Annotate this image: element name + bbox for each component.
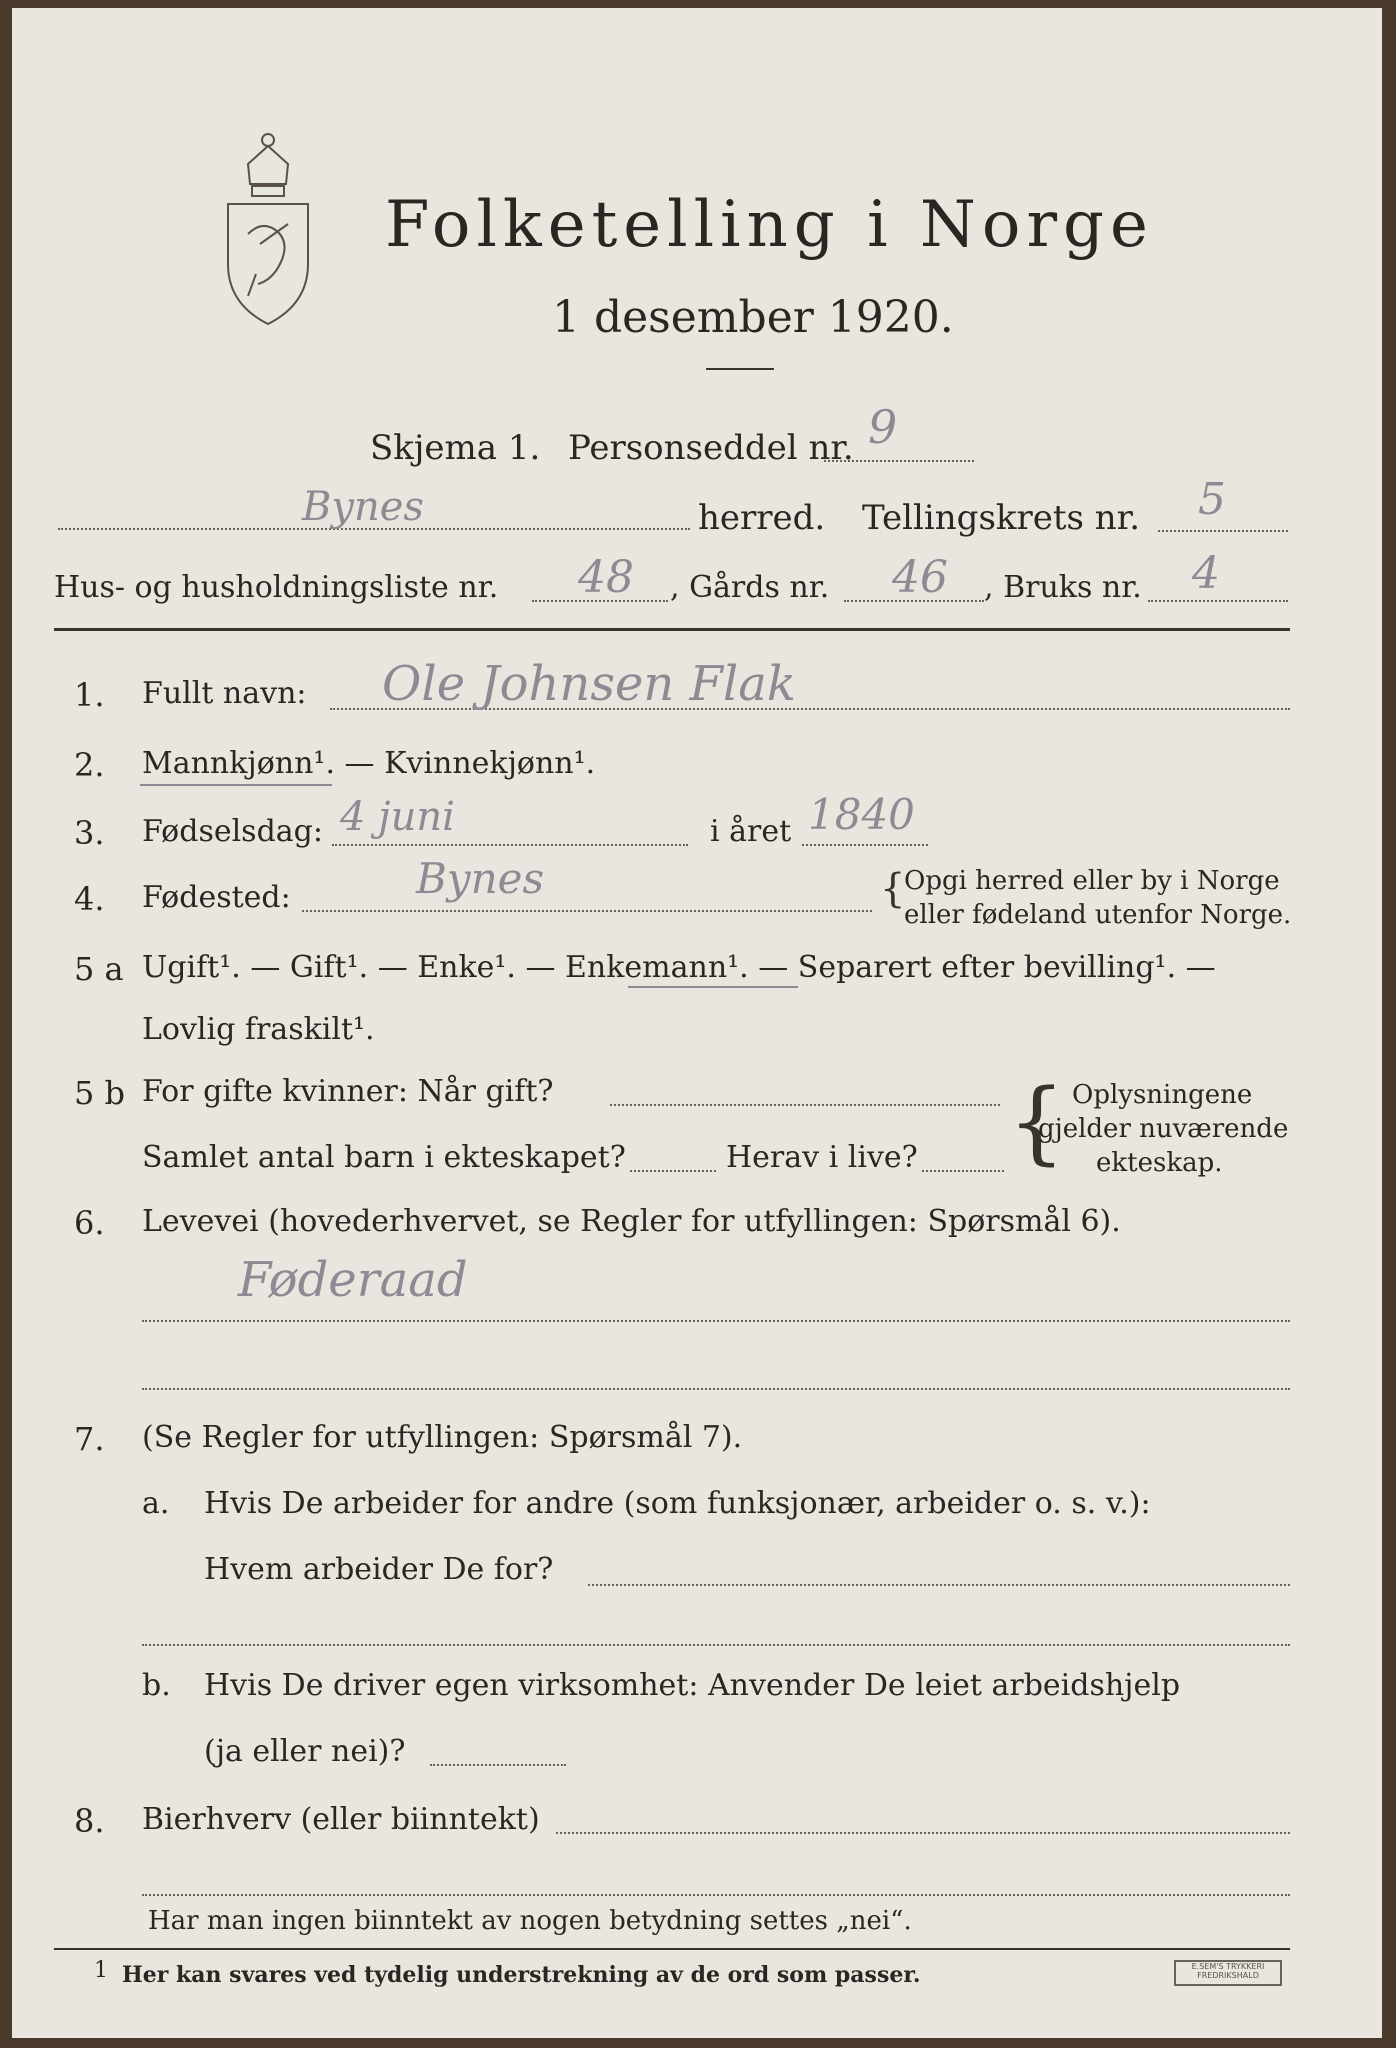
title-divider — [706, 368, 774, 370]
form-title: Folketelling i Norge — [385, 188, 1154, 262]
q4-brace: { — [880, 866, 906, 912]
hus-value: 48 — [578, 552, 634, 603]
q8-label: Bierhverv (eller biinntekt) — [142, 1802, 540, 1837]
q7a-letter: a. — [142, 1486, 170, 1521]
q7a-line-2: Hvem arbeider De for? — [204, 1552, 554, 1587]
q2-number: 2. — [74, 746, 105, 784]
q5b-alive-label: Herav i live? — [726, 1140, 918, 1175]
hus-label: Hus- og husholdningsliste nr. — [54, 570, 499, 605]
q5b-note-1: Oplysningene — [1072, 1080, 1253, 1110]
tellingskrets-value: 5 — [1198, 474, 1226, 525]
q4-line — [302, 910, 872, 912]
footer-note: Har man ingen biinntekt av nogen betydning settes „nei“. — [148, 1906, 912, 1936]
q3-number: 3. — [74, 814, 105, 852]
q7-number: 7. — [74, 1420, 105, 1458]
bruks-line — [1148, 600, 1288, 602]
herred-label: herred. — [698, 498, 826, 538]
q2-underline-mark — [140, 784, 332, 786]
personseddel-line — [824, 460, 974, 462]
q3-day-value: 4 juni — [340, 794, 455, 840]
header-rule — [54, 628, 1290, 631]
q7a-line — [588, 1584, 1290, 1586]
tellingskrets-label: Tellingskrets nr. — [862, 498, 1141, 538]
tellingskrets-line — [1158, 530, 1288, 532]
q7b-line-1: Hvis De driver egen virksomhet: Anvender De leiet arbeidshjelp — [204, 1668, 1181, 1703]
q5a-underline-mark — [628, 986, 798, 988]
q7a-line-1: Hvis De arbeider for andre (som funksjonær, arbeider o. s. v.): — [204, 1486, 1151, 1521]
q3-day-line — [332, 844, 688, 846]
q6-number: 6. — [74, 1204, 105, 1242]
q1-number: 1. — [74, 676, 105, 714]
q5b-married-line — [610, 1104, 1000, 1106]
personseddel-label: Personseddel nr. — [568, 428, 854, 468]
q1-value: Ole Johnsen Flak — [382, 656, 796, 712]
q7-label: (Se Regler for utfyllingen: Spørsmål 7). — [142, 1420, 743, 1455]
footnote-mark: 1 — [94, 1958, 108, 1983]
personseddel-value: 9 — [868, 400, 898, 454]
q5b-alive-line — [922, 1170, 1004, 1172]
q5b-children-label: Samlet antal barn i ekteskapet? — [142, 1140, 626, 1175]
bruks-label: , Bruks nr. — [984, 570, 1142, 605]
q1-label: Fullt navn: — [142, 676, 307, 711]
q7b-line-2: (ja eller nei)? — [204, 1734, 406, 1769]
q4-label: Fødested: — [142, 880, 291, 915]
q7b-letter: b. — [142, 1668, 171, 1703]
gards-value: 46 — [892, 552, 948, 603]
q5b-note-2: gjelder nuværende — [1038, 1114, 1289, 1144]
q5b-number: 5 b — [74, 1074, 126, 1112]
q5a-line-1: Ugift¹. — Gift¹. — Enke¹. — Enkemann¹. — Separert efter bevilling¹. — — [142, 950, 1216, 985]
q6-label: Levevei (hovederhvervet, se Regler for utfyllingen: Spørsmål 6). — [142, 1204, 1121, 1239]
q3-year-label: i året — [710, 814, 792, 849]
printer-stamp: E.SEM'S TRYKKERI FREDRIKSHALD — [1174, 1960, 1282, 1986]
q3-label: Fødselsdag: — [142, 814, 323, 849]
q4-number: 4. — [74, 880, 105, 918]
q5b-children-line — [630, 1170, 716, 1172]
footnote-text: Her kan svares ved tydelig understrekning av de ord som passer. — [122, 1962, 921, 1988]
q8-line — [556, 1832, 1290, 1834]
footer-rule — [54, 1948, 1290, 1950]
q6-value: Føderaad — [238, 1252, 468, 1308]
census-form — [12, 8, 1382, 2038]
q8-number: 8. — [74, 1802, 105, 1840]
q8-line-extra — [142, 1894, 1290, 1896]
q2-label: Mannkjønn¹. — Kvinnekjønn¹. — [142, 746, 596, 781]
q4-value: Bynes — [416, 854, 545, 903]
form-date: 1 desember 1920. — [552, 292, 954, 343]
q3-year-line — [802, 844, 928, 846]
q5b-brace: { — [1008, 1070, 1066, 1175]
q5a-number: 5 a — [74, 950, 124, 988]
q7b-line — [430, 1764, 566, 1766]
schema-label: Skjema 1. — [370, 428, 541, 468]
q5b-note-3: ekteskap. — [1096, 1148, 1223, 1178]
q6-line-2 — [142, 1388, 1290, 1390]
gards-label: , Gårds nr. — [670, 570, 830, 605]
q4-note-1: Opgi herred eller by i Norge — [904, 866, 1280, 896]
q5a-line-2: Lovlig fraskilt¹. — [142, 1012, 375, 1047]
q5b-line-1: For gifte kvinner: Når gift? — [142, 1074, 554, 1109]
bruks-value: 4 — [1192, 548, 1220, 599]
q3-year-value: 1840 — [808, 790, 915, 839]
q7a-line-extra — [142, 1644, 1290, 1646]
herred-value: Bynes — [302, 484, 424, 530]
q6-line-1 — [142, 1320, 1290, 1322]
norwegian-coat-of-arms-icon — [208, 124, 328, 334]
q4-note-2: eller fødeland utenfor Norge. — [904, 900, 1292, 930]
